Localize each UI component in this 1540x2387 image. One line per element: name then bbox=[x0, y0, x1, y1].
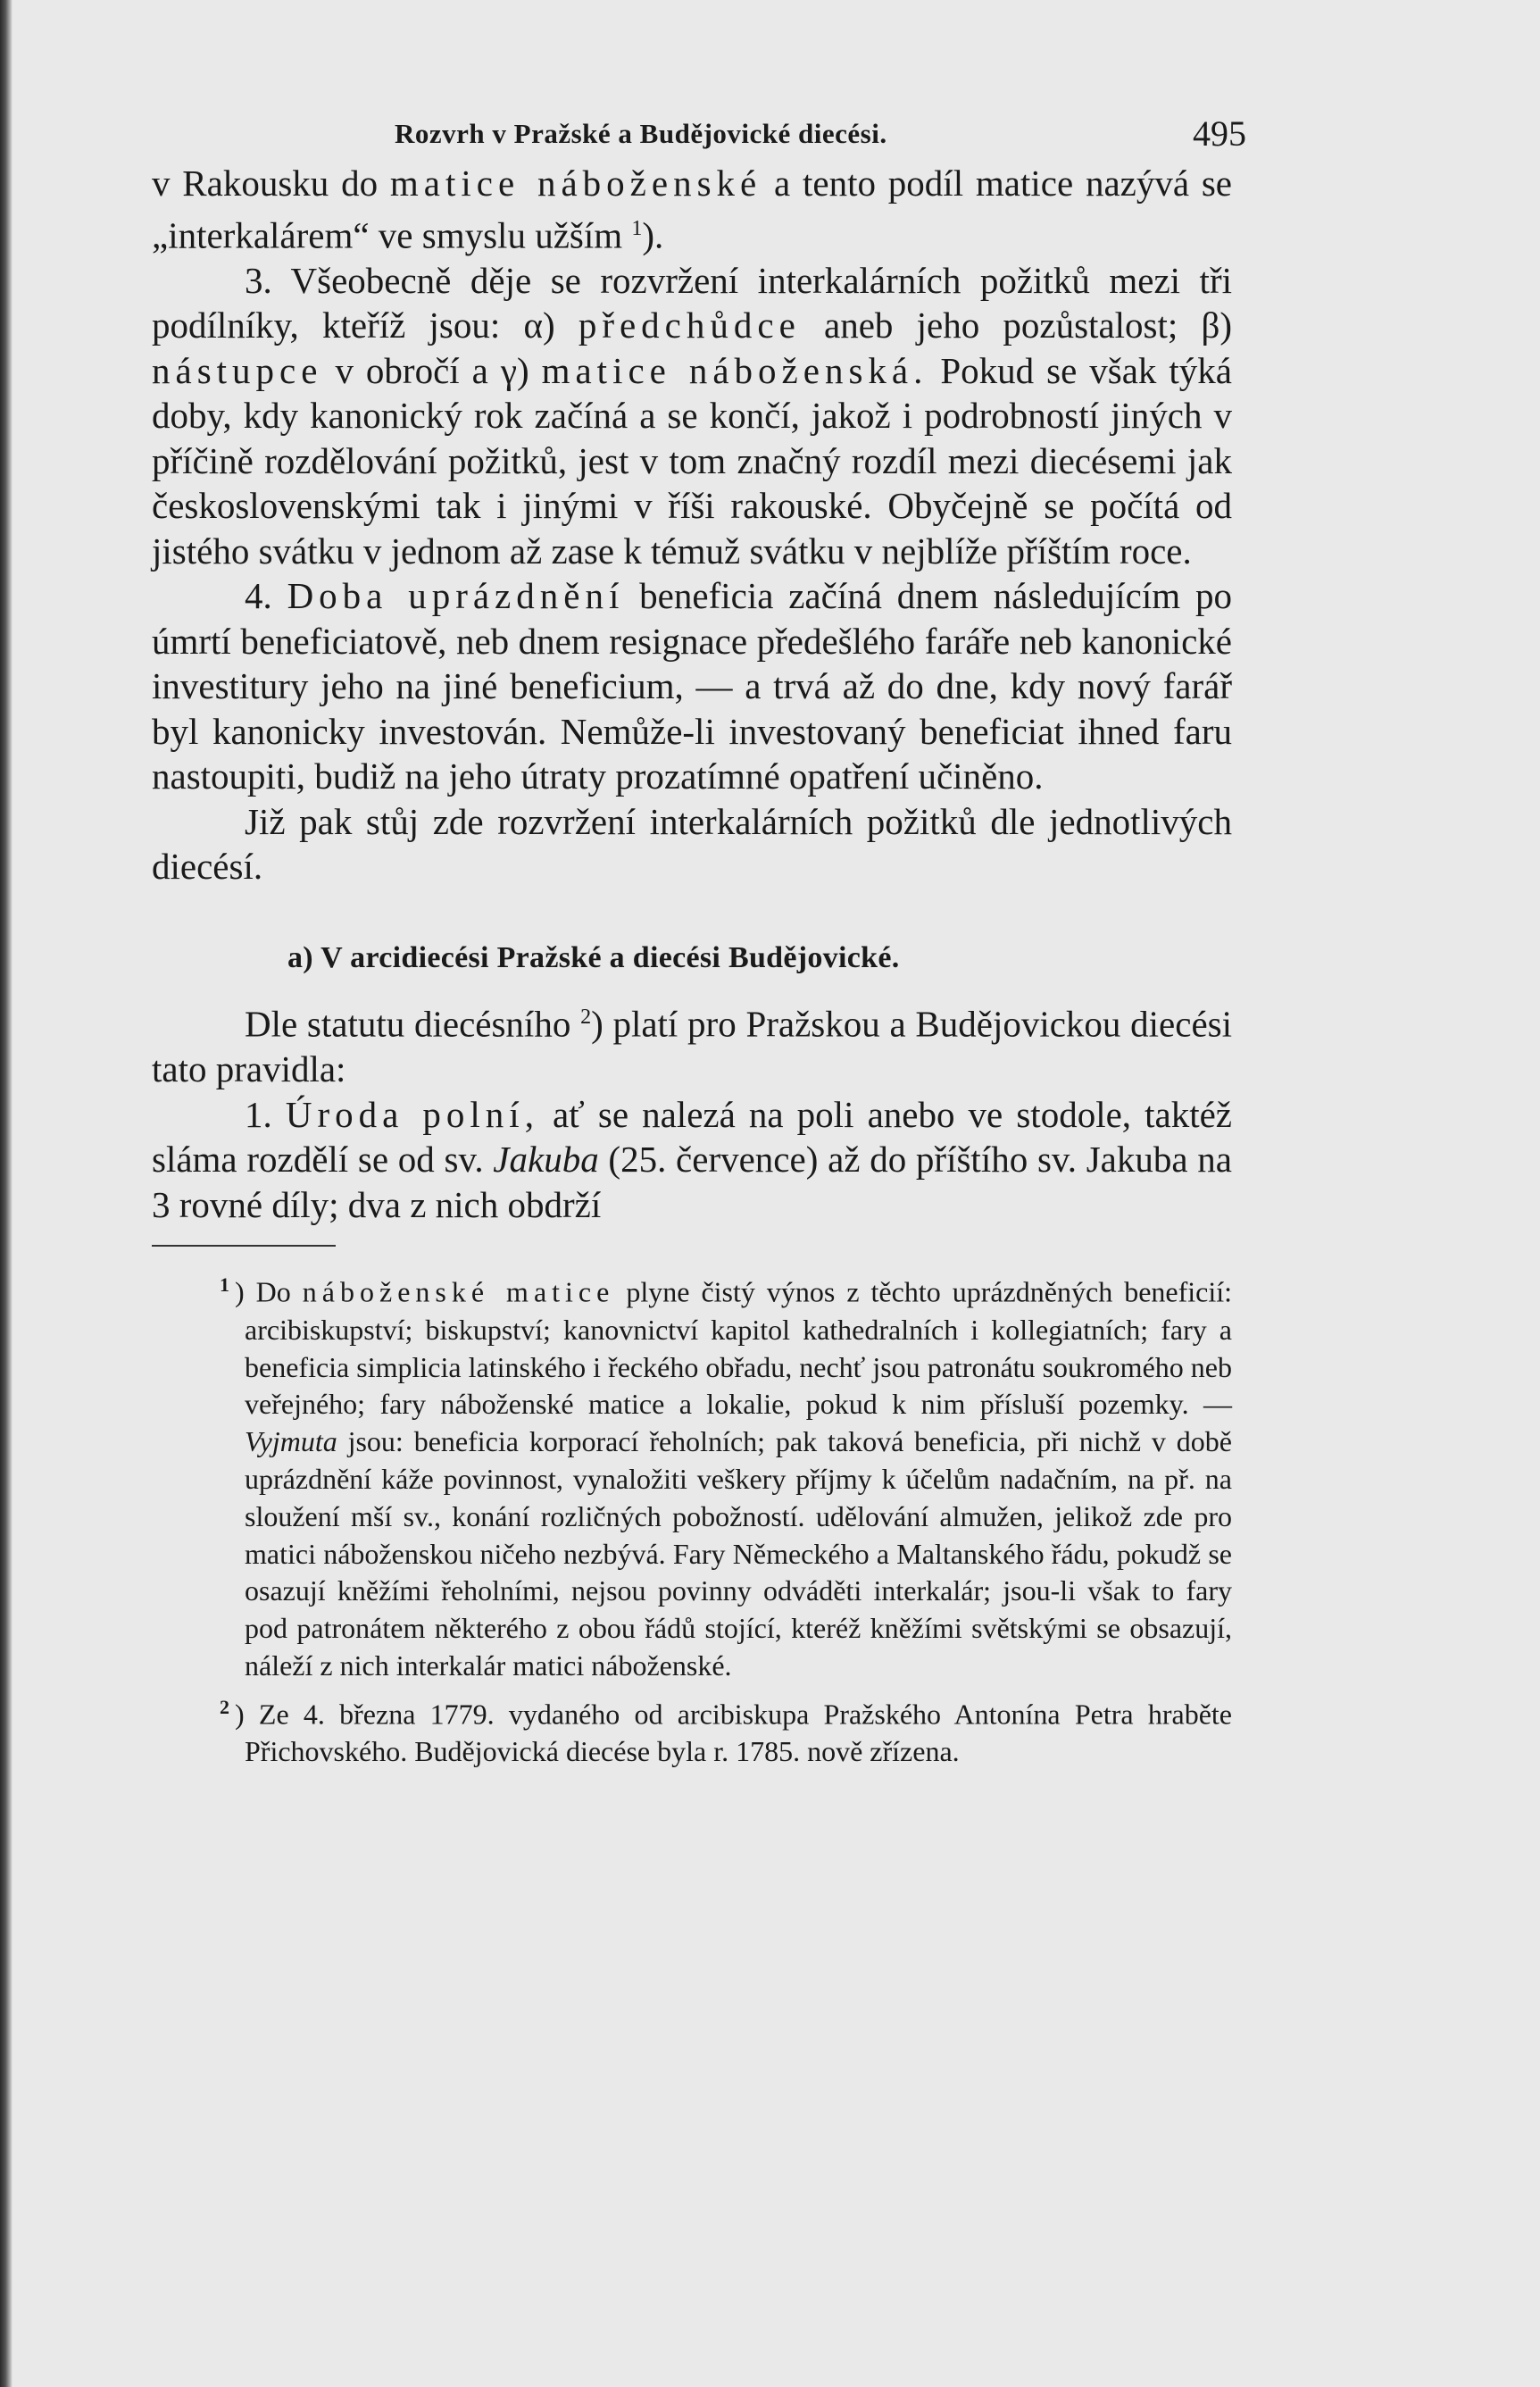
footnote-mark: 2 bbox=[220, 1695, 229, 1718]
text-run: ). bbox=[642, 214, 664, 256]
book-page bbox=[152, 107, 1246, 1771]
text-run: Dle statutu diecésního bbox=[245, 1003, 581, 1045]
text-run: aneb jeho pozůstalost; β) bbox=[800, 305, 1233, 346]
text-run: 3. Všeobecně děje se rozvržení interkalárních požitků mezi tři podílníky, kteříž jsou: α) bbox=[152, 259, 1232, 346]
text-run: v Rakousku do bbox=[152, 163, 390, 204]
footnote-2 bbox=[152, 1689, 1232, 1771]
text-run: (25. července) až do příštího sv. Jakuba na 3 rovné díly; dva z nich obdrží bbox=[152, 1139, 1232, 1225]
main-text bbox=[152, 161, 1232, 1227]
paragraph-4 bbox=[152, 799, 1232, 889]
footnote-divider bbox=[152, 1245, 336, 1247]
spaced-term: Úroda polní, bbox=[285, 1093, 539, 1135]
text-run: 4. bbox=[245, 575, 287, 617]
footnote-1 bbox=[152, 1266, 1232, 1684]
italic-term: Jakuba bbox=[493, 1139, 599, 1181]
text-run: beneficia začíná dnem následujícím po úmrtí beneficiatově, neb dnem resignace předešlého faráře neb kanonické investitury jeho na jiné beneficium, — a trvá až do dne, kdy nový farář byl kanonicky investován. Nemůže-li investovaný beneficiat ihned faru nastoupiti, budiž na jeho útraty prozatímné opatření učiněno. bbox=[152, 575, 1232, 797]
text-run: ) Ze 4. března 1779. vydaného od arcibiskupa Pražského Antonína Petra hraběte Přichovského. Budějovická diecése byla r. 1785. nově zřízena. bbox=[235, 1698, 1232, 1768]
paragraph-5 bbox=[152, 995, 1232, 1092]
footnote-ref-2: 2 bbox=[580, 1006, 592, 1030]
footnote-ref-1: 1 bbox=[631, 216, 643, 240]
section-label: a) bbox=[287, 940, 313, 974]
text-run: Již pak stůj zde rozvržení interkalárních požitků dle jednotlivých diecésí. bbox=[152, 800, 1232, 888]
text-run: v obročí a γ) bbox=[322, 349, 542, 391]
paragraph-1 bbox=[152, 161, 1232, 258]
text-run: a tento podíl matice nazývá se „interkalárem“ ve smyslu užším bbox=[152, 163, 1233, 256]
paragraph-2 bbox=[152, 258, 1232, 574]
paragraph-3 bbox=[152, 573, 1232, 799]
scan-binding-edge bbox=[0, 0, 12, 2387]
paragraph-6 bbox=[152, 1092, 1232, 1228]
section-heading bbox=[287, 936, 1232, 981]
running-head bbox=[152, 107, 1246, 161]
text-run: ať se nalezá na poli anebo ve stodole, taktéž sláma rozdělí se od sv. bbox=[152, 1093, 1233, 1181]
text-run: Pokud se však týká doby, kdy kanonický rok začíná a se končí, jakož i podrobností jiných v příčině rozdělování požitků, jest v tom značný rozdíl mezi diecésemi jak československými tak i jinými v říši rakouské. Obyčejně se počítá od jistého svátku v jednom až zase k témuž svátku v nejblíže příštím roce. bbox=[152, 349, 1232, 572]
text-run: jsou: beneficia korporací řeholních; pak taková beneficia, při nichž v době uprázdnění káže povinnost, vynaložiti veškery příjmy k účelům nadačním, na př. na sloužení mší sv., konání rozličných pobožností. udělování almužen, jelikož zde pro matici náboženskou ničeho nezbývá. Fary Německého a Maltanského řádu, pokudž se osazují kněžími řeholními, nejsou povinny odváděti interkalár; jsou-li však to fary pod patronátem některého z obou řádů stojící, kteréž kněžími světskými se obsazují, náleží z nich interkalár matici náboženské. bbox=[245, 1425, 1232, 1682]
footnote-mark: 1 bbox=[220, 1273, 229, 1297]
spaced-term: matice náboženské bbox=[389, 163, 762, 204]
spaced-term: matice náboženská. bbox=[541, 349, 928, 391]
running-title: Rozvrh v Pražské a Budějovické diecési. bbox=[395, 118, 887, 149]
spaced-term: náboženské matice bbox=[302, 1275, 615, 1308]
text-run: plyne čistý výnos z těchto uprázdněných beneficií: arcibiskupství; biskupství; kanovnictví kapitol kathedralních i kollegiatních; fary a beneficia simplicia latinského i řeckého obřadu, nechť jsou patronátu soukromého neb veřejného; fary náboženské matice a lokalie, pokud k nim přísluší pozemky. — bbox=[245, 1275, 1233, 1421]
text-run: ) Do bbox=[235, 1275, 303, 1308]
spaced-term: předchůdce bbox=[578, 305, 801, 346]
spaced-term: Doba uprázdnění bbox=[287, 575, 625, 617]
footnotes bbox=[152, 1266, 1232, 1771]
section-title: V arcidiecési Pražské a diecési Budějovické. bbox=[320, 940, 900, 974]
italic-term: Vyjmuta bbox=[245, 1425, 337, 1458]
text-run: ) platí pro Pražskou a Budějovickou diecési tato pravidla: bbox=[152, 1003, 1232, 1090]
text-run: 1. bbox=[245, 1093, 286, 1135]
spaced-term: nástupce bbox=[152, 349, 323, 391]
page-number: 495 bbox=[1193, 113, 1246, 154]
